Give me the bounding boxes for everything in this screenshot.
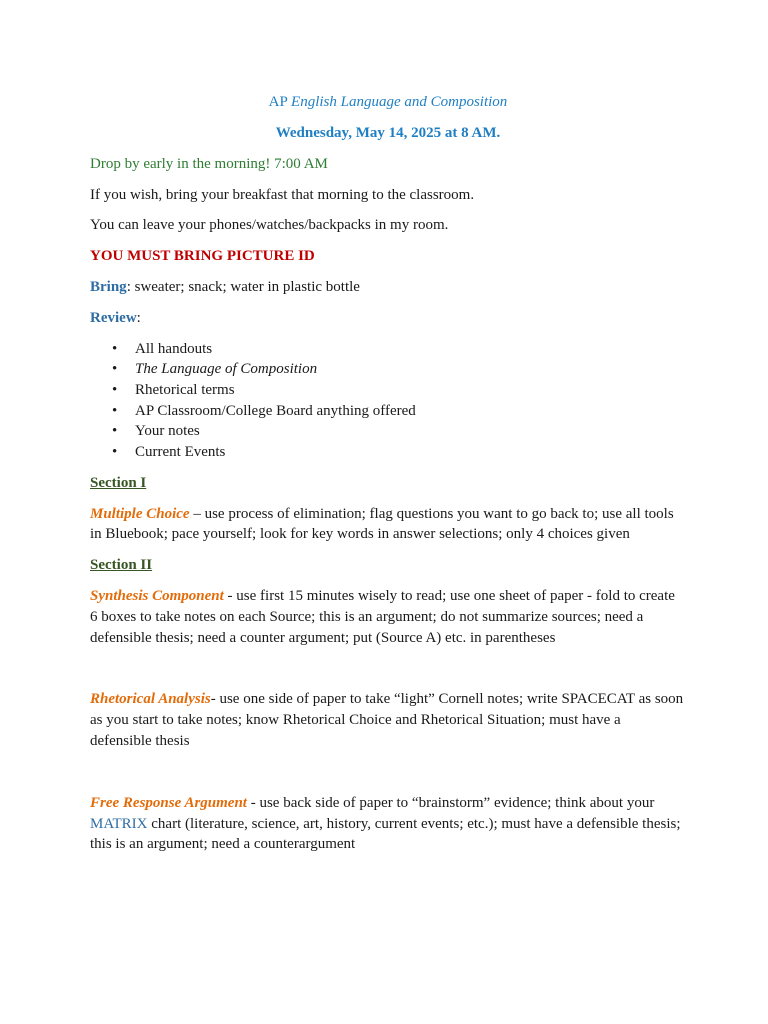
multiple-choice-text: – use process of elimination; flag questions you want to go back to; use all tools in Bluebook; pace yourself; look for key words in answer selections; only 4 choices given xyxy=(90,505,674,543)
multiple-choice-paragraph xyxy=(90,504,686,546)
course-title-prefix: AP xyxy=(268,94,288,110)
drop-by-note: Drop by early in the morning! 7:00 AM xyxy=(90,155,328,172)
picture-id-warning: YOU MUST BRING PICTURE ID xyxy=(90,248,315,265)
rhetorical-paragraph xyxy=(90,689,686,751)
review-item: • The Language of Composition xyxy=(90,359,686,380)
breakfast-note: If you wish, bring your breakfast that morning to the classroom. xyxy=(90,186,475,203)
section-2-heading: Section II xyxy=(90,557,153,574)
review-colon: : xyxy=(136,309,141,326)
argument-text-2: chart (literature, science, art, history, current events; etc.); must have a defensible thesis; this is an argument; need a counterargument xyxy=(90,815,681,853)
review-item: • Your notes xyxy=(90,421,686,442)
rhetorical-text: - use one side of paper to take “light” Cornell notes; write SPACECAT as soon as you start to take notes; know Rhetorical Choice and Rhetorical Situation; must have a defensible thesis xyxy=(90,691,684,749)
review-list xyxy=(90,339,686,463)
synthesis-label: Synthesis Component xyxy=(90,587,224,604)
review-line xyxy=(90,308,686,329)
bring-line xyxy=(90,277,686,298)
review-label: Review xyxy=(90,309,137,326)
rhetorical-label: Rhetorical Analysis xyxy=(90,691,211,708)
argument-label: Free Response Argument xyxy=(90,794,247,811)
phones-note: You can leave your phones/watches/backpacks in my room. xyxy=(90,217,449,234)
bullet-icon: • xyxy=(112,402,118,419)
course-title xyxy=(90,92,686,113)
argument-paragraph xyxy=(90,793,686,855)
exam-date: Wednesday, May 14, 2025 at 8 AM. xyxy=(275,125,501,141)
synthesis-paragraph xyxy=(90,586,686,648)
matrix-keyword: MATRIX xyxy=(90,815,148,832)
bullet-icon: • xyxy=(112,340,118,357)
multiple-choice-label: Multiple Choice xyxy=(90,505,190,522)
course-title-name: English Language and Composition xyxy=(291,94,508,110)
bring-text: : sweater; snack; water in plastic bottle xyxy=(126,278,360,295)
bullet-icon: • xyxy=(112,444,118,461)
bullet-icon: • xyxy=(112,361,118,378)
bring-label: Bring xyxy=(90,278,127,295)
bullet-icon: • xyxy=(112,381,118,398)
synthesis-text: - use first 15 minutes wisely to read; use one sheet of paper - fold to create 6 boxes to take notes on each Source; this is an argument; do not summarize sources; need a defensible thesis; need a counter argument; put (Source A) etc. in parentheses xyxy=(90,587,675,646)
review-item: • AP Classroom/College Board anything offered xyxy=(90,401,686,422)
review-item: • All handouts xyxy=(90,339,686,360)
document-page xyxy=(90,92,686,855)
section-1-heading: Section I xyxy=(90,474,147,491)
bullet-icon: • xyxy=(112,423,118,440)
review-item: • Rhetorical terms xyxy=(90,380,686,401)
review-item: • Current Events xyxy=(90,442,686,463)
argument-text-1: - use back side of paper to “brainstorm” evidence; think about your xyxy=(246,794,655,811)
